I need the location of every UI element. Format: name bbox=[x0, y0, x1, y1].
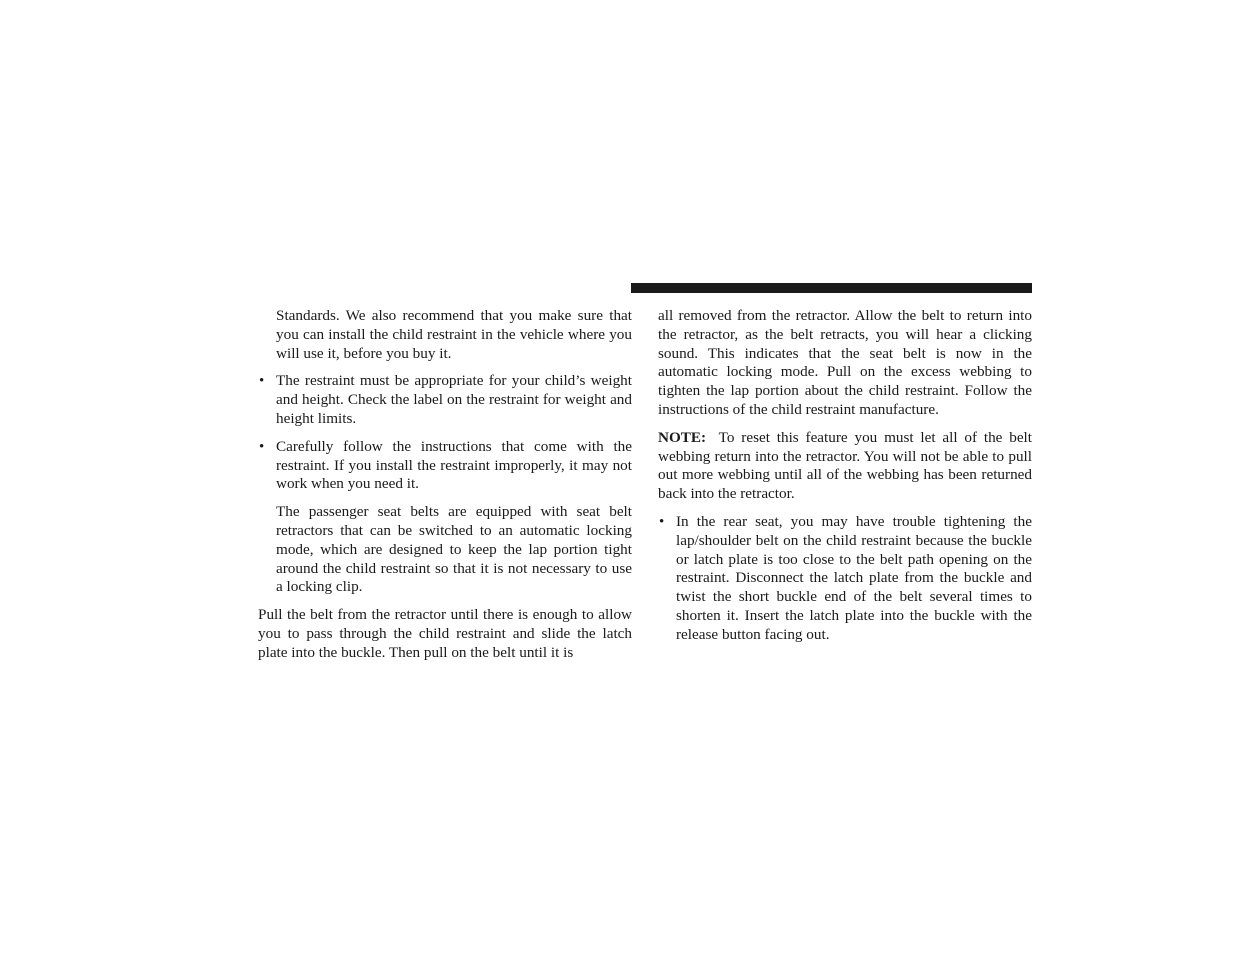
bullet-dot-icon: • bbox=[259, 438, 265, 455]
bullet-item bbox=[658, 513, 1032, 645]
bullet-text: In the rear seat, you may have trouble tightening the lap/shoulder belt on the child restraint because the buckle or latch plate is too close to the belt path opening on the restraint. Disconnect the latch plate from the buckle and twist the short buckle end of the belt several times to shorten it. Insert the latch plate into the buckle with the release button facing out. bbox=[676, 512, 1032, 643]
bullet-item bbox=[258, 372, 632, 428]
body-paragraph: Pull the belt from the retractor until there is enough to allow you to pass through the child restraint and slide the latch plate into the buckle. Then pull on the belt until it is bbox=[258, 606, 632, 661]
note-paragraph bbox=[658, 429, 1032, 504]
bullet-dot-icon: • bbox=[659, 513, 665, 530]
continued-paragraph: Standards. We also recommend that you make sure that you can install the child restraint in the vehicle where you will use it, before you buy it. bbox=[276, 307, 632, 362]
bullet-text: Carefully follow the instructions that come with the restraint. If you install the restraint improperly, it may not work when you need it. bbox=[276, 437, 632, 493]
left-column bbox=[258, 307, 632, 672]
right-column bbox=[658, 307, 1032, 654]
note-label: NOTE: bbox=[658, 428, 707, 446]
indented-paragraph: The passenger seat belts are equipped with seat belt retractors that can be switched to an automatic locking mode, which are designed to keep the lap portion tight around the child restraint so that it is not necessary to use a locking clip. bbox=[276, 503, 632, 596]
continued-paragraph: all removed from the retractor. Allow the belt to return into the retractor, as the belt retracts, you will hear a clicking sound. This indicates that the seat belt is now in the automatic locking mode. Pull on the excess webbing to tighten the lap portion about the child restraint. Follow the instructions of the child restraint manufacture. bbox=[658, 307, 1032, 418]
bullet-text: The restraint must be appropriate for your child’s weight and height. Check the label on the restraint for weight and height limits. bbox=[276, 372, 632, 427]
section-header-rule bbox=[631, 283, 1032, 293]
note-text: To reset this feature you must let all of the belt webbing return into the retractor. You will not be able to pull out more webbing until all of the webbing has been returned back into the retractor. bbox=[658, 428, 1032, 503]
bullet-item bbox=[258, 438, 632, 494]
bullet-dot-icon: • bbox=[259, 373, 265, 390]
